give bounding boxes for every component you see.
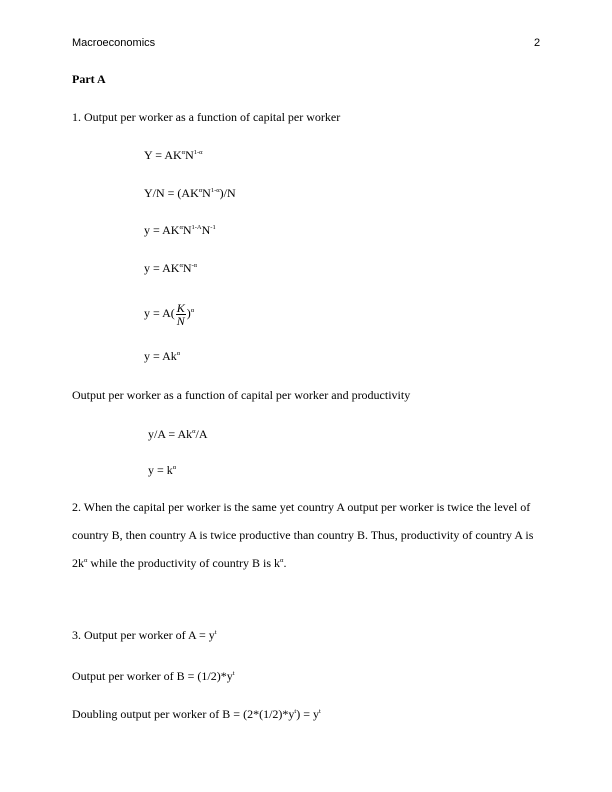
running-header-title: Macroeconomics xyxy=(72,37,156,49)
question-3-line-1: 3. Output per worker of $A = y^t$ xyxy=(72,628,217,642)
question-2-line-3: $2k^\alpha$ while the productivity of country B is $k^\alpha$. xyxy=(72,556,287,570)
equation-2: $Y/N = (AK^\alpha N^{1-\alpha})/N$ xyxy=(144,186,236,200)
equation-4: $y = AK^\alpha N^{-\alpha}$ xyxy=(144,261,198,275)
question-1-intro: 1. Output per worker as a function of capital per worker xyxy=(72,110,341,124)
equation-7: $y/A = Ak^\alpha/A$ xyxy=(148,427,208,441)
equation-3: $y = AK^\alpha N^{1-A}N^{-1}$ xyxy=(144,223,216,237)
question-3-line-2: Output per worker of $B = (1/2)*y^t$ xyxy=(72,669,235,683)
question-2-line-2: country B, then country A is twice productive than country B. Thus, productivity of country A is xyxy=(72,528,534,542)
question-1-intro-2: Output per worker as a function of capital per worker and productivity xyxy=(72,388,411,402)
page-number: 2 xyxy=(534,37,541,49)
question-2-line-1: 2. When the capital per worker is the same yet country A output per worker is twice the level of xyxy=(72,500,531,514)
fraction-k-over-n: $\frac{K}{N}$ xyxy=(176,300,185,328)
equation-6: $y = Ak^\alpha$ xyxy=(144,349,181,363)
equation-8: $y = k^\alpha$ xyxy=(148,463,177,477)
equation-1: $Y = AK^\alpha N^{1-\alpha}$ xyxy=(144,148,203,162)
equation-5: y = A( $\frac{K}{N}$ )$^\alpha$ xyxy=(144,300,195,328)
question-3-line-3: Doubling output per worker of $B = (2*(1/2)*y^t) = y^t$ xyxy=(72,707,321,721)
section-heading: Part A xyxy=(72,72,106,86)
